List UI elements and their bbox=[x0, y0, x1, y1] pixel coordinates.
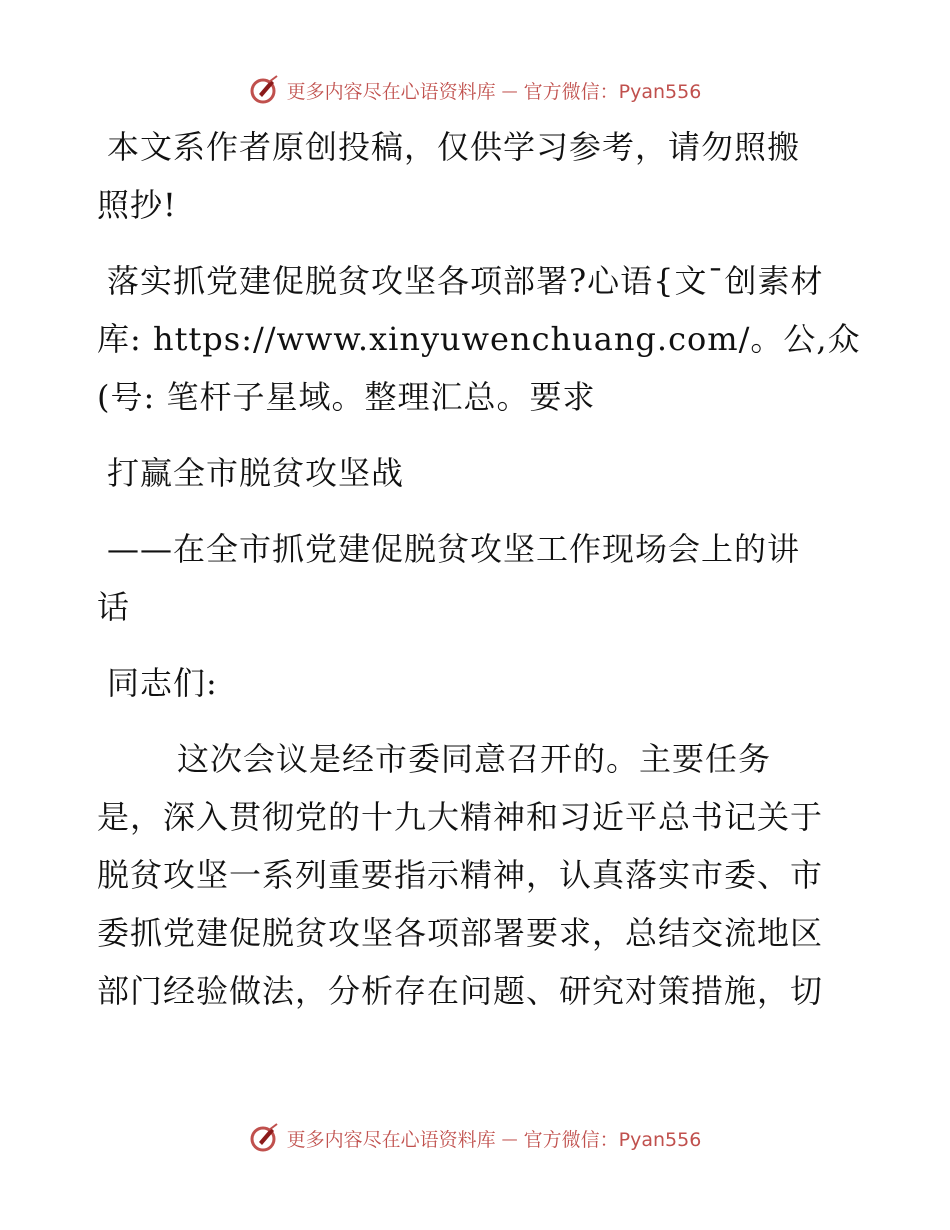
header-banner-wechat: 官方微信：Pyan556 bbox=[523, 80, 702, 103]
intro-line-2: 库: https://www.xinyuwenchuang.com/。公,众 bbox=[97, 320, 861, 358]
intro-line-3: (号: 笔杆子星域。整理汇总。要求 bbox=[97, 378, 596, 416]
intro-line-1: 落实抓党建促脱贫攻坚各项部署?心语{文¯创素材 bbox=[107, 262, 824, 300]
notice-line-2: 照抄! bbox=[97, 186, 177, 224]
footer-banner bbox=[0, 1118, 950, 1158]
brush-stroke-logo-icon bbox=[249, 74, 281, 106]
footer-banner-separator: — bbox=[501, 1128, 518, 1148]
body-line-4: 委抓党建促脱贫攻坚各项部署要求，总结交流地区 bbox=[97, 914, 824, 952]
notice-line-1: 本文系作者原创投稿，仅供学习参考，请勿照搬 bbox=[107, 128, 801, 166]
header-banner bbox=[0, 70, 950, 110]
footer-banner-text: 更多内容尽在心语资料库 bbox=[286, 1128, 496, 1151]
brush-stroke-logo-icon bbox=[249, 1122, 281, 1154]
header-banner-inner bbox=[249, 74, 702, 106]
subtitle-line-1: ——在全市抓党建促脱贫攻坚工作现场会上的讲 bbox=[107, 530, 801, 568]
subtitle-line-2: 话 bbox=[97, 588, 131, 626]
document-title: 打赢全市脱贫攻坚战 bbox=[107, 454, 405, 492]
body-line-5: 部门经验做法，分析存在问题、研究对策措施，切 bbox=[97, 972, 824, 1010]
body-line-1: 这次会议是经市委同意召开的。主要任务 bbox=[177, 740, 772, 778]
header-banner-separator: — bbox=[501, 80, 518, 100]
header-banner-text: 更多内容尽在心语资料库 bbox=[286, 80, 496, 103]
salutation: 同志们: bbox=[107, 664, 218, 702]
body-line-3: 脱贫攻坚一系列重要指示精神，认真落实市委、市 bbox=[97, 856, 824, 894]
footer-banner-inner bbox=[249, 1122, 702, 1154]
body-line-2: 是，深入贯彻党的十九大精神和习近平总书记关于 bbox=[97, 798, 824, 836]
footer-banner-wechat: 官方微信：Pyan556 bbox=[523, 1128, 702, 1151]
document-body bbox=[97, 118, 861, 1020]
